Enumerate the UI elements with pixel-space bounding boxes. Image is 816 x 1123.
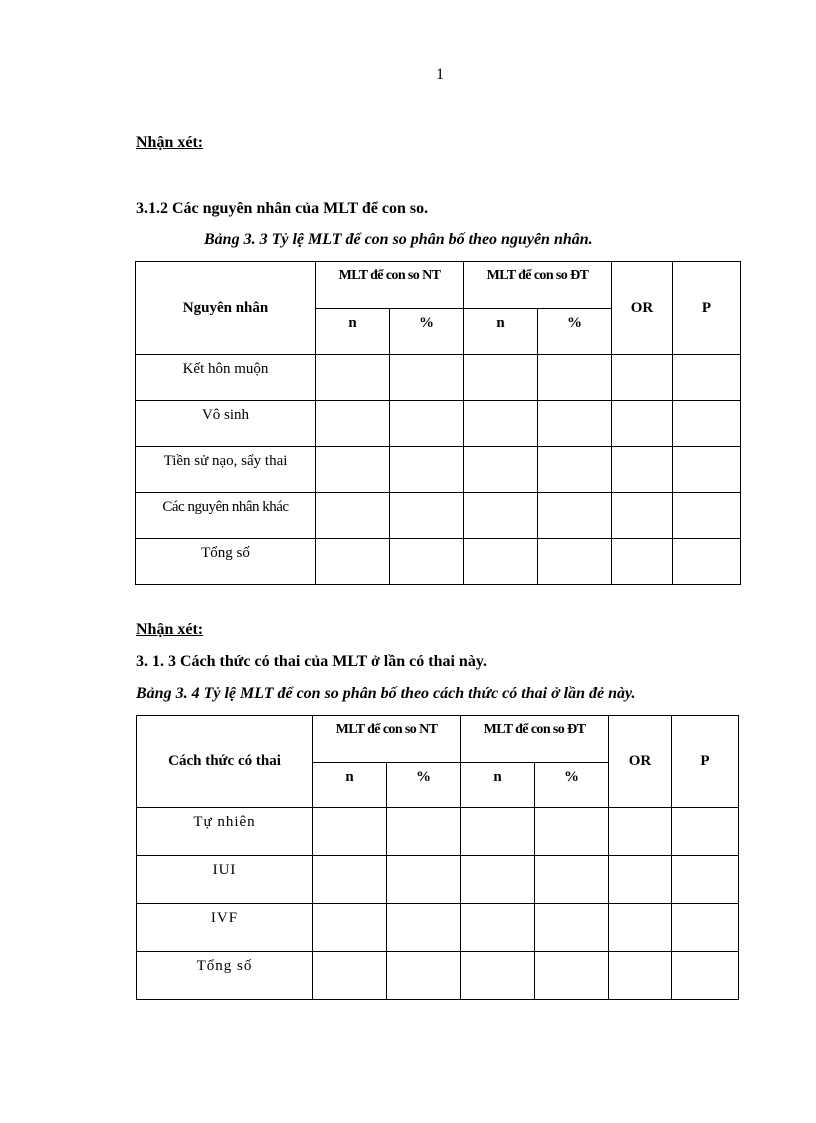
cell	[673, 447, 741, 493]
cell	[535, 856, 609, 904]
header-group-dt: MLT để con so ĐT	[461, 716, 609, 763]
table-3-4	[136, 715, 739, 1000]
table-row	[137, 904, 739, 952]
cell	[612, 355, 673, 401]
cell	[316, 355, 390, 401]
cell	[390, 539, 464, 585]
table-caption-3-4: Bảng 3. 4 Tỷ lệ MLT để con so phân bố theo cách thức có thai ở lần đẻ này.	[136, 685, 636, 702]
cell	[673, 401, 741, 447]
cell	[672, 904, 739, 952]
row-label: Kết hôn muộn	[136, 355, 316, 401]
cell	[672, 952, 739, 1000]
cell	[387, 952, 461, 1000]
row-label: Vô sinh	[136, 401, 316, 447]
row-label: Tự nhiên	[137, 808, 313, 856]
cell	[390, 355, 464, 401]
section-heading-3-1-2: 3.1.2 Các nguyên nhân của MLT để con so.	[136, 200, 429, 217]
cell	[316, 539, 390, 585]
header-p: P	[673, 262, 741, 355]
cell	[612, 493, 673, 539]
cell	[612, 401, 673, 447]
row-label: Tiền sử nạo, sẩy thai	[136, 447, 316, 493]
header-conception-method: Cách thức có thai	[137, 716, 313, 808]
cell	[464, 355, 538, 401]
cell	[390, 447, 464, 493]
cell	[387, 856, 461, 904]
header-n-dt: n	[461, 763, 535, 808]
page-number: 1	[436, 66, 444, 83]
cell	[538, 355, 612, 401]
table-row	[136, 355, 741, 401]
header-or: OR	[612, 262, 673, 355]
cell	[313, 808, 387, 856]
cell	[538, 493, 612, 539]
cell	[461, 808, 535, 856]
table-caption-3-3: Bảng 3. 3 Tỷ lệ MLT để con so phân bố theo nguyên nhân.	[204, 231, 593, 248]
cell	[316, 447, 390, 493]
cell	[612, 539, 673, 585]
cell	[387, 904, 461, 952]
header-percent-dt: %	[535, 763, 609, 808]
header-n-dt: n	[464, 309, 538, 355]
cell	[316, 493, 390, 539]
cell	[673, 493, 741, 539]
remark-label-2: Nhận xét:	[136, 621, 204, 638]
cell	[535, 952, 609, 1000]
header-percent-dt: %	[538, 309, 612, 355]
cell	[673, 355, 741, 401]
row-label: IUI	[137, 856, 313, 904]
cell	[673, 539, 741, 585]
row-label: Tổng số	[137, 952, 313, 1000]
section-heading-3-1-3: 3. 1. 3 Cách thức có thai của MLT ở lần có thai này.	[136, 653, 487, 670]
cell	[672, 808, 739, 856]
header-cause: Nguyên nhân	[136, 262, 316, 355]
table-row	[137, 856, 739, 904]
cell	[313, 952, 387, 1000]
cell	[609, 904, 672, 952]
cell	[313, 904, 387, 952]
cell	[535, 904, 609, 952]
cell	[609, 856, 672, 904]
table-3-3	[135, 261, 741, 585]
cell	[464, 447, 538, 493]
header-group-nt: MLT để con so NT	[313, 716, 461, 763]
cell	[390, 493, 464, 539]
remark-label-1: Nhận xét:	[136, 134, 204, 151]
cell	[609, 952, 672, 1000]
cell	[538, 401, 612, 447]
row-label: Tổng số	[136, 539, 316, 585]
table-row	[136, 493, 741, 539]
header-percent-nt: %	[390, 309, 464, 355]
cell	[538, 539, 612, 585]
cell	[612, 447, 673, 493]
row-label: Các nguyên nhân khác	[136, 493, 316, 539]
cell	[313, 856, 387, 904]
header-group-dt: MLT để con so ĐT	[464, 262, 612, 309]
table-row	[136, 539, 741, 585]
header-percent-nt: %	[387, 763, 461, 808]
cell	[535, 808, 609, 856]
table-row	[136, 401, 741, 447]
table-row	[137, 952, 739, 1000]
cell	[387, 808, 461, 856]
cell	[464, 401, 538, 447]
cell	[461, 904, 535, 952]
cell	[316, 401, 390, 447]
header-group-nt: MLT để con so NT	[316, 262, 464, 309]
header-n-nt: n	[316, 309, 390, 355]
cell	[390, 401, 464, 447]
cell	[464, 539, 538, 585]
cell	[609, 808, 672, 856]
header-or: OR	[609, 716, 672, 808]
table-row	[136, 447, 741, 493]
cell	[461, 952, 535, 1000]
cell	[672, 856, 739, 904]
header-n-nt: n	[313, 763, 387, 808]
row-label: IVF	[137, 904, 313, 952]
header-p: P	[672, 716, 739, 808]
cell	[464, 493, 538, 539]
table-row	[137, 808, 739, 856]
cell	[538, 447, 612, 493]
cell	[461, 856, 535, 904]
